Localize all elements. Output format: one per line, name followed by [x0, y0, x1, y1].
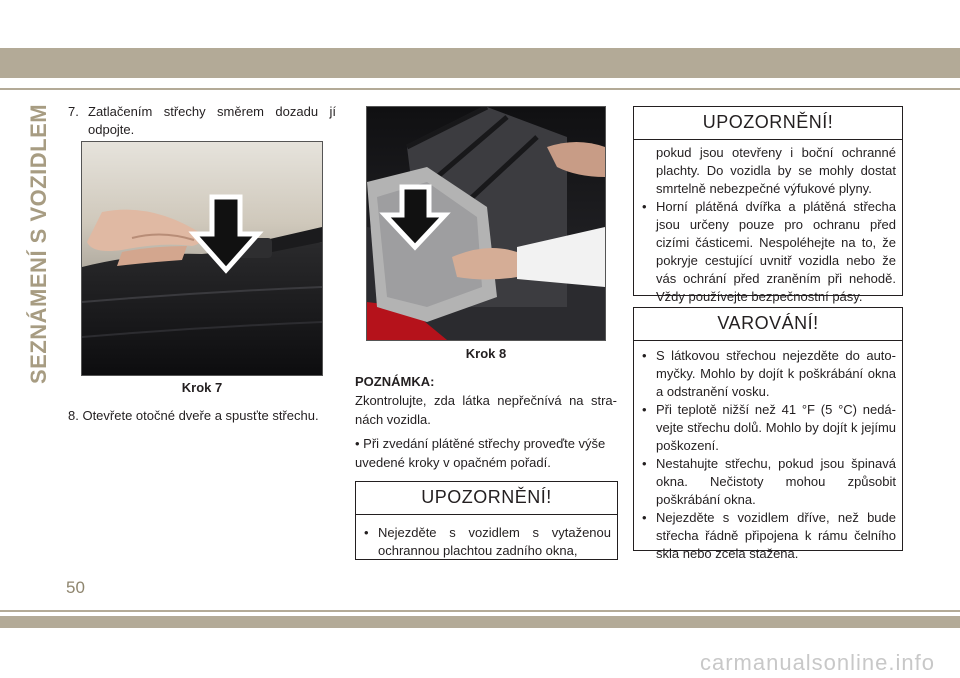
caution-item: • Nestahujte střechu, pokud jsou špinavá okna. Nečistoty mohou způsobit poškrábání okna.	[642, 456, 896, 507]
step-7	[68, 103, 336, 139]
step-7-text: Zatlačením střechy směrem dozadu jí odpojte.	[88, 104, 336, 137]
warning-box-2-title: UPOZORNĚNÍ!	[634, 107, 902, 140]
footer-rule	[0, 610, 960, 612]
header-band	[0, 48, 960, 78]
caution-item: • Nejezděte s vozidlem dříve, než bude střecha řádně připojena k rámu čelního skla nebo zcela stažena.	[642, 510, 896, 561]
caution-item: • S látkovou střechou nejezděte do automyčky. Mohlo by dojít k poškrábání okna a odstranění vosku.	[642, 348, 896, 399]
bullet-icon: •	[642, 456, 647, 471]
caution-item: • Při teplotě nižší než 41 °F (5 °C) nedávejte střechu dolů. Mohlo by dojít k jejímu poškození.	[642, 402, 896, 453]
footer-band	[0, 616, 960, 628]
warning-box-1	[355, 481, 618, 560]
watermark-text: carmanualsonline.info	[699, 650, 935, 675]
note-heading: POZNÁMKA:	[355, 374, 435, 389]
warning-box-1-item: • Nejezděte s vozidlem s vytaženou ochrannou plachtou zadního okna,	[364, 525, 611, 558]
step-8-caption: Krok 8	[465, 346, 507, 361]
section-side-title: SEZNÁMENÍ S VOZIDLEM	[26, 103, 51, 384]
bullet-icon: •	[642, 402, 647, 417]
warning-box-1-title: UPOZORNĚNÍ!	[356, 482, 617, 515]
bullet-icon: •	[642, 199, 647, 214]
note-body: Zkontrolujte, zda látka nepřečnívá na stranách vozidla.	[355, 393, 617, 427]
step-7-number: 7.	[68, 104, 79, 119]
bullet-icon: •	[364, 525, 369, 540]
warning-box-2-continuation: pokud jsou otevřeny i boční ochranné plachty. Do vozidla by se mohly dostat smrtelně nebezpečné výfukové plyny.	[656, 145, 896, 196]
step-8-photo	[366, 106, 606, 341]
step-7-photo	[81, 141, 323, 376]
note-bullet: • Při zvedání plátěné střechy proveďte výše uvedené kroky v opačném pořadí.	[355, 436, 606, 470]
bullet-icon: •	[642, 510, 647, 525]
header-rule	[0, 88, 960, 90]
warning-box-2-item: • Horní plátěná dvířka a plátěná střecha jsou určeny pouze pro ochranu před cizími částicemi. Nespoléhejte na to, že pokryje cestující uvnitř vozidla nebo že vás ochrání před zraněním při nehodě. Vždy používejte bezpečnostní pásy.	[642, 199, 896, 304]
caution-box-title: VAROVÁNÍ!	[634, 308, 902, 341]
watermark	[0, 650, 960, 676]
warning-box-2	[633, 106, 903, 304]
step-7-caption: Krok 7	[181, 380, 223, 395]
bullet-icon: •	[642, 348, 647, 363]
page-number: 50	[66, 578, 85, 597]
caution-box	[633, 307, 903, 561]
step-8: 8. Otevřete otočné dveře a spusťte střechu.	[68, 408, 319, 423]
